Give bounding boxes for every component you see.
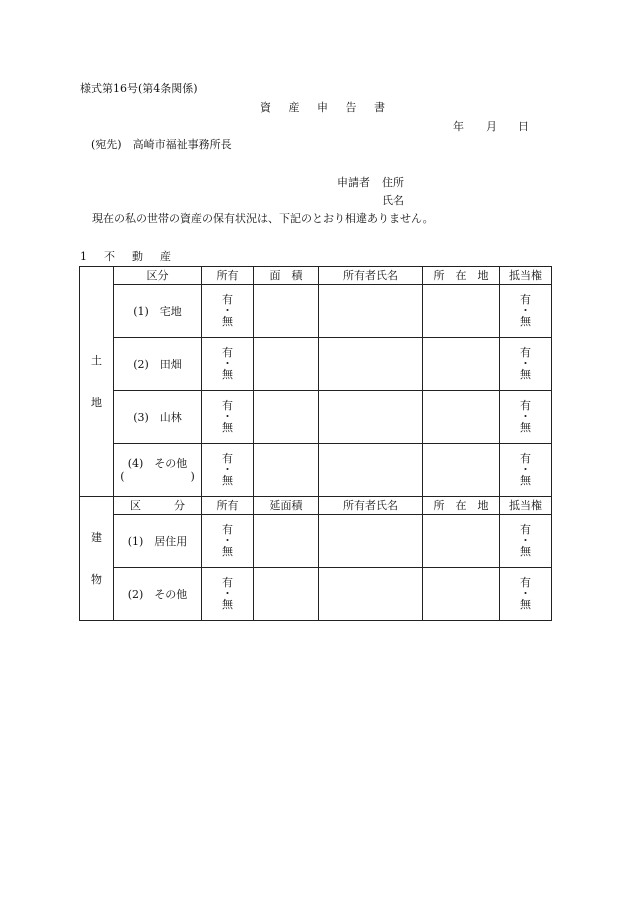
building-header-row <box>80 497 552 515</box>
ownership-cell[interactable] <box>202 568 254 621</box>
land-row-label: (1) 宅地 <box>114 285 202 338</box>
land-header-category: 区分 <box>114 267 202 285</box>
mortgage-cell[interactable] <box>500 568 552 621</box>
ownership-no: 無 <box>222 315 233 328</box>
mortgage-no: 無 <box>520 598 531 611</box>
area-cell[interactable] <box>254 444 319 497</box>
ownership-yes: 有 <box>222 346 233 359</box>
section-title: 1 不 動 産 <box>80 250 174 263</box>
mortgage-separator: ・ <box>520 534 531 547</box>
ownership-yes: 有 <box>222 399 233 412</box>
ownership-separator: ・ <box>222 587 233 600</box>
ownership-no: 無 <box>222 474 233 487</box>
building-row-residential <box>80 515 552 568</box>
ownership-separator: ・ <box>222 304 233 317</box>
ownership-no: 無 <box>222 598 233 611</box>
mortgage-separator: ・ <box>520 410 531 423</box>
mortgage-no: 無 <box>520 421 531 434</box>
ownership-cell[interactable] <box>202 391 254 444</box>
location-cell[interactable] <box>423 444 500 497</box>
name-label: 氏名 <box>382 194 404 207</box>
ownership-no: 無 <box>222 545 233 558</box>
land-row-farmland <box>80 338 552 391</box>
land-row-residential <box>80 285 552 338</box>
building-row-label: (1) 居住用 <box>114 515 202 568</box>
mortgage-no: 無 <box>520 368 531 381</box>
land-row-label-cell <box>114 444 202 497</box>
ownership-yes: 有 <box>222 452 233 465</box>
building-category-cell <box>80 497 114 621</box>
mortgage-yes: 有 <box>520 293 531 306</box>
applicant-label: 申請者 <box>337 176 370 189</box>
mortgage-cell[interactable] <box>500 285 552 338</box>
building-category-char: 物 <box>91 572 102 586</box>
building-header-owner-name: 所有者氏名 <box>319 497 423 515</box>
address-label: 住所 <box>382 176 404 189</box>
floor-area-cell[interactable] <box>254 515 319 568</box>
mortgage-no: 無 <box>520 315 531 328</box>
mortgage-separator: ・ <box>520 463 531 476</box>
land-header-area: 面 積 <box>254 267 319 285</box>
ownership-no: 無 <box>222 421 233 434</box>
date-year-label: 年 <box>453 120 464 133</box>
land-header-mortgage: 抵当権 <box>500 267 552 285</box>
ownership-separator: ・ <box>222 534 233 547</box>
location-cell[interactable] <box>423 568 500 621</box>
mortgage-cell[interactable] <box>500 338 552 391</box>
owner-name-cell[interactable] <box>319 391 423 444</box>
land-category-char: 土 <box>91 353 102 367</box>
land-row-other <box>80 444 552 497</box>
area-cell[interactable] <box>254 338 319 391</box>
mortgage-cell[interactable] <box>500 515 552 568</box>
ownership-yes: 有 <box>222 293 233 306</box>
ownership-separator: ・ <box>222 463 233 476</box>
date-day-label: 日 <box>518 120 529 133</box>
asset-table <box>79 266 552 621</box>
floor-area-cell[interactable] <box>254 568 319 621</box>
mortgage-yes: 有 <box>520 523 531 536</box>
building-row-label: (2) その他 <box>114 568 202 621</box>
land-row-label: (3) 山林 <box>114 391 202 444</box>
owner-name-cell[interactable] <box>319 515 423 568</box>
mortgage-cell[interactable] <box>500 391 552 444</box>
declaration-statement: 現在の私の世帯の資産の保有状況は、下記のとおり相違ありません。 <box>92 212 434 225</box>
mortgage-cell[interactable] <box>500 444 552 497</box>
addressee: (宛先) 高崎市福祉事務所長 <box>91 138 232 151</box>
form-number: 様式第16号(第4条関係) <box>80 82 198 95</box>
owner-name-cell[interactable] <box>319 444 423 497</box>
ownership-cell[interactable] <box>202 338 254 391</box>
ownership-separator: ・ <box>222 357 233 370</box>
land-header-ownership: 所有 <box>202 267 254 285</box>
land-category-char: 地 <box>91 395 102 409</box>
mortgage-no: 無 <box>520 474 531 487</box>
land-row-forest <box>80 391 552 444</box>
owner-name-cell[interactable] <box>319 338 423 391</box>
ownership-no: 無 <box>222 368 233 381</box>
land-header-row <box>80 267 552 285</box>
ownership-cell[interactable] <box>202 515 254 568</box>
mortgage-yes: 有 <box>520 346 531 359</box>
building-header-location: 所 在 地 <box>423 497 500 515</box>
land-row-label: (2) 田畑 <box>114 338 202 391</box>
building-header-category: 区 分 <box>114 497 202 515</box>
ownership-cell[interactable] <box>202 444 254 497</box>
building-row-other <box>80 568 552 621</box>
date-month-label: 月 <box>486 120 497 133</box>
document-title: 資 産 申 告 書 <box>260 101 392 114</box>
mortgage-separator: ・ <box>520 587 531 600</box>
building-header-ownership: 所有 <box>202 497 254 515</box>
ownership-cell[interactable] <box>202 285 254 338</box>
mortgage-separator: ・ <box>520 304 531 317</box>
land-header-owner-name: 所有者氏名 <box>319 267 423 285</box>
owner-name-cell[interactable] <box>319 285 423 338</box>
location-cell[interactable] <box>423 338 500 391</box>
mortgage-yes: 有 <box>520 399 531 412</box>
building-category-char: 建 <box>91 530 102 544</box>
owner-name-cell[interactable] <box>319 568 423 621</box>
location-cell[interactable] <box>423 515 500 568</box>
location-cell[interactable] <box>423 285 500 338</box>
area-cell[interactable] <box>254 391 319 444</box>
ownership-yes: 有 <box>222 576 233 589</box>
mortgage-yes: 有 <box>520 452 531 465</box>
mortgage-yes: 有 <box>520 576 531 589</box>
ownership-separator: ・ <box>222 410 233 423</box>
building-header-mortgage: 抵当権 <box>500 497 552 515</box>
mortgage-separator: ・ <box>520 357 531 370</box>
building-header-floor-area: 延面積 <box>254 497 319 515</box>
ownership-yes: 有 <box>222 523 233 536</box>
location-cell[interactable] <box>423 391 500 444</box>
land-row-other-detail: ( ) <box>120 470 195 483</box>
mortgage-no: 無 <box>520 545 531 558</box>
area-cell[interactable] <box>254 285 319 338</box>
land-row-label: (4) その他 <box>127 457 188 470</box>
land-header-location: 所 在 地 <box>423 267 500 285</box>
land-category-cell <box>80 267 114 497</box>
